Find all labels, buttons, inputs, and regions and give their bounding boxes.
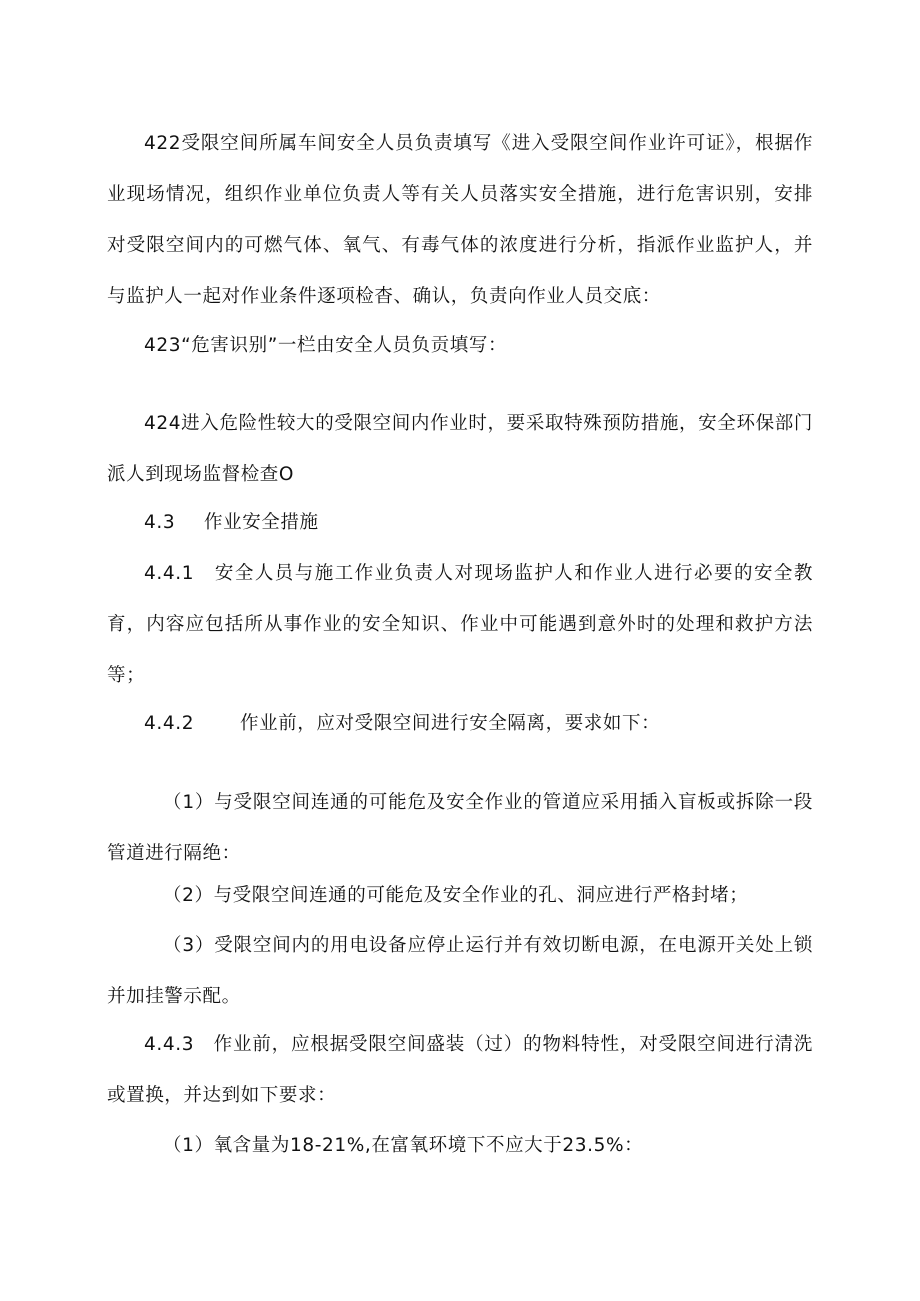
paragraph-4-4-3: 4.4.3 作业前，应根据受限空间盛装（过）的物料特性，对受限空间进行清洗或置换，并达到如下要求： xyxy=(107,1034,813,1106)
paragraph-424: 424进入危险性较大的受限空间内作业时，要采取特殊预防措施，安全环保部门派人到现场监督检查O xyxy=(107,413,813,485)
section-4-4-2-text: 作业前，应对受限空间进行安全隔离，要求如下： xyxy=(240,713,661,734)
paragraph-423: 423“危害识别”一栏由安全人员负贡填写： xyxy=(144,335,508,356)
paragraph-4-4-1: 4.4.1 安全人员与施工作业负责人对现场监护人和作业人进行必要的安全教育，内容应包括所从事作业的安全知识、作业中可能遇到意外时的处理和救护方法等； xyxy=(107,563,813,686)
section-4-3-title: 作业安全措施 xyxy=(204,512,319,533)
paragraph-422: 422受限空间所属车间安全人员负责填写《进入受限空间作业许可证》，根据作业现场情况，组织作业单位负责人等有关人员落实安全措施，进行危害识别，安排对受限空间内的可燃气体、氧气、有毒气体的浓度进行分析，指派作业监护人，并与监护人一起对作业条件逐项检杳、确认，负责向作业人员交底： xyxy=(107,133,813,307)
section-4-3-number: 4.3 xyxy=(144,512,176,533)
list-item-oxygen: （1）氧含量为18-21%,在富氧环境下不应大于23.5%： xyxy=(163,1135,644,1156)
list-item-1: （1）与受限空间连通的可能危及安全作业的管道应采用插入盲板或拆除一段管道进行隔绝： xyxy=(107,792,813,864)
list-item-3: （3）受限空间内的用电设备应停止运行并有效切断电源，在电源开关处上锁并加挂警示配。 xyxy=(107,935,813,1007)
section-4-4-2 xyxy=(144,698,660,749)
list-item-2: （2）与受限空间连通的可能危及安全作业的孔、洞应进行严格封堵； xyxy=(163,885,749,906)
section-4-3-heading xyxy=(144,497,319,548)
section-4-4-2-number: 4.4.2 xyxy=(144,713,195,734)
